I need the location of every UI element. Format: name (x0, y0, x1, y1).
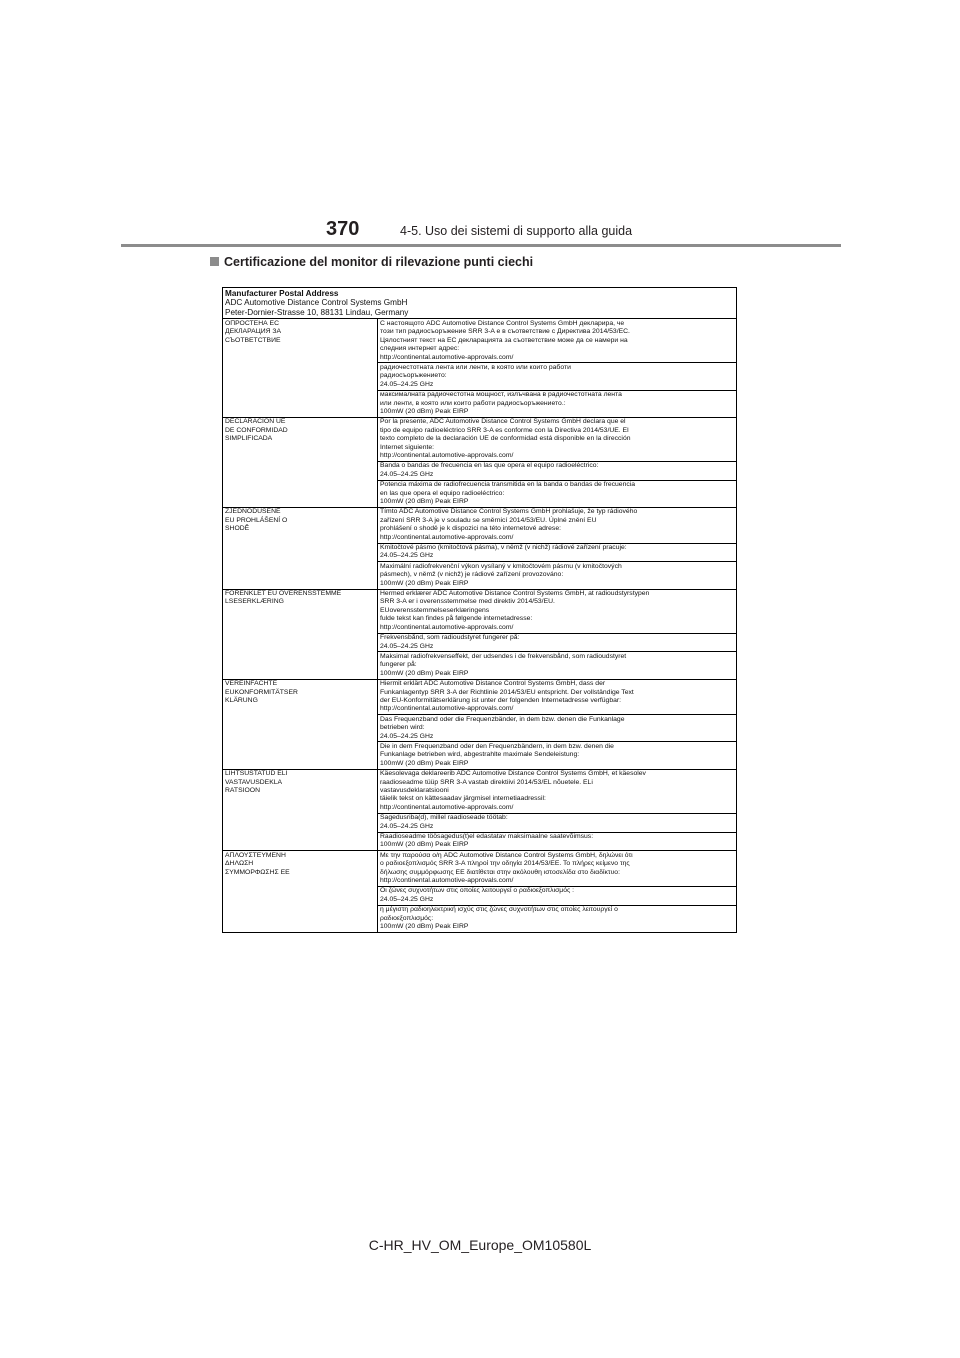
declaration-text-cell (378, 742, 737, 769)
declaration-text: Hermed erklærer ADC Automotive Distance Control Systems GmbH, at radioudstyrstypen SRR 3-A er i overensstemmelse med direktiv 2014/53/EU. EUoverensstemmelseserklæringens fulde tekst kan findes på følgende internetadresse: http://continental.automotive-approvals.com/ (380, 590, 650, 631)
declaration-text: Banda o bandas de frecuencia en las que opera el equipo radioeléctrico: 24.05–24.25 GHz (380, 462, 599, 478)
declaration-text-cell (378, 390, 737, 417)
declaration-text-cell (378, 480, 737, 507)
declaration-text: Sagedusriba(d), millel raadioseade töötab: 24.05–24.25 GHz (380, 814, 508, 830)
manufacturer-label: Manufacturer Postal Address (225, 288, 339, 298)
square-bullet-icon (210, 257, 219, 266)
declaration-language-title (223, 319, 378, 417)
declaration-text-cell (378, 715, 737, 742)
manufacturer-row (223, 288, 737, 319)
declaration-text-cell (378, 319, 737, 363)
declaration-text-cell (378, 905, 737, 932)
page-number: 370 (326, 218, 360, 240)
declaration-text-cell (378, 832, 737, 851)
declaration-language-title (223, 417, 378, 507)
declaration-text: Maximální radiofrekvenční výkon vysílaný v kmitočtovém pásmu (v kmitočtových pásmech), v němž (v nichž) je rádiové zařízení provozováno: 100mW (20 dBm) Peak EIRP (380, 562, 622, 587)
declaration-title-text: VEREINFACHTE EUKONFORMITÄTSER KLÄRUNG (225, 680, 298, 704)
declaration-text: Die in dem Frequenzband oder den Frequenzbändern, in dem bzw. denen die Funkanlage betrieben wird, abgestrahlte maximale Sendeleistung: 100mW (20 dBm) Peak EIRP (380, 742, 614, 767)
declaration-text: С настоящото ADC Automotive Distance Control Systems GmbH декларира, че този тип радиосъоръжение SRR 3-A е в съответствие с Директива 2014/53/ЕС. Цялостният текст на ЕС декларацията за съответствие може да се намери на следния интернет адрес: http://continental.automotive-approvals.com/ (380, 319, 630, 361)
manufacturer-name: ADC Automotive Distance Control Systems GmbH (225, 298, 408, 308)
declaration-title-text: ΑΠΛΟΥΣΤΕΥΜΕΝΗ ΔΗΛΩΣΗ ΣΥΜΜΟΡΦΩΣΗΣ ΕΕ (225, 851, 290, 876)
declaration-text: Kmitočtové pásmo (kmitočtová pásma), v němž (v nichž) rádiové zařízení pracuje: 24.05–24.25 GHz (380, 544, 627, 560)
declaration-text: Maksimal radiofrekvenseffekt, der udsendes i de frekvensbånd, som radioudstyret fungerer på: 100mW (20 dBm) Peak EIRP (380, 652, 627, 677)
declaration-text-cell (378, 633, 737, 652)
declaration-table (222, 287, 737, 933)
declaration-text-cell (378, 679, 737, 715)
declaration-text-cell (378, 589, 737, 633)
declaration-text-cell (378, 652, 737, 679)
declaration-text: максималната радиочестотна мощност, излъчвана в радиочестотната лента или ленти, в която или които работи радиосъоръжението.: 100mW (20 dBm) Peak EIRP (380, 391, 622, 415)
declaration-language-title (223, 589, 378, 679)
declaration-row (223, 507, 737, 543)
declaration-text: Με την παρούσα ο/η ADC Automotive Distance Control Systems GmbH, δηλώνει ότι ο ραδιοεξοπλισμός SRR 3-A πληροί την οδηγία 2014/53/ΕΕ. Το πλήρες κείμενο της δήλωσης συμμόρφωσης ΕΕ διατίθεται στην ακόλουθη ιστοσελίδα στο διαδίκτυο: http://continental.automotive-approvals.com/ (380, 851, 633, 885)
declaration-text-cell (378, 363, 737, 390)
declaration-text-cell (378, 543, 737, 562)
declaration-text: Hiermit erklärt ADC Automotive Distance Control Systems GmbH, dass der Funkanlagentyp SRR 3-A der Richtlinie 2014/53/EU entspricht. Der vollständige Text der EU-Konformitätserklärung ist unter der folgenden Internetadresse verfügbar: http://continental.automotive-approvals.com/ (380, 680, 634, 713)
declaration-text-cell (378, 507, 737, 543)
header-rule (121, 244, 841, 247)
declaration-text-cell (378, 461, 737, 480)
declaration-text: Das Frequenzband oder die Frequenzbänder, in dem bzw. denen die Funkanlage betrieben wird: 24.05–24.25 GHz (380, 715, 625, 740)
declaration-text: Por la presente, ADC Automotive Distance Control Systems GmbH declara que el tipo de equipo radioeléctrico SRR 3-A es conforme con la Directiva 2014/53/UE. El texto completo de la declaración UE de conformidad está disponible en la dirección Internet siguiente: http://continental.automotive-approvals.com/ (380, 418, 631, 459)
declaration-text-cell (378, 769, 737, 813)
section-heading (210, 255, 533, 269)
declaration-language-title (223, 679, 378, 769)
declaration-row (223, 589, 737, 633)
declaration-text-cell (378, 813, 737, 832)
declaration-row (223, 679, 737, 715)
manufacturer-cell (223, 288, 737, 319)
section-heading-text: Certificazione del monitor di rilevazione punti ciechi (224, 255, 534, 269)
declaration-text: Raadioseadme töösagedus(t)el edastatav maksimaalne saatevõimsus: 100mW (20 dBm) Peak EIRP (380, 833, 594, 849)
declaration-table-wrapper (222, 287, 736, 933)
declaration-title-text: FORENKLET EU OVERENSSTEMME LSESERKLÆRING (225, 590, 342, 606)
declaration-table-body (223, 288, 737, 933)
declaration-text-cell (378, 417, 737, 461)
declaration-title-text: ZJEDNODUŠENÉ EU PROHLÁŠENÍ O SHODĚ (225, 508, 288, 533)
declaration-language-title (223, 507, 378, 589)
declaration-row (223, 769, 737, 813)
section-title: 4-5. Uso dei sistemi di supporto alla guida (400, 224, 633, 238)
declaration-title-text: ОПРОСТЕНА ЕС ДЕКЛАРАЦИЯ ЗА СЪОТВЕТСТВИЕ (225, 319, 282, 344)
declaration-text: Οι ζώνες συχνοτήτων στις οποίες λειτουργεί ο ραδιοεξοπλισμός : 24.05–24.25 GHz (380, 887, 575, 903)
declaration-text: Käesolevaga deklareerib ADC Automotive Distance Control Systems GmbH, et käesolev raadioseadme tüüp SRR 3-A vastab direktiivi 2014/53/EL nõuetele. ELi vastavusdeklaratsiooni täielik tekst on kättesaadav järgmisel internetiaadressil: http://continental.automotive-approvals.com/ (380, 770, 646, 811)
declaration-row (223, 851, 737, 887)
declaration-text: η μέγιστη ραδιοηλεκτρική ισχύς στις ζώνες συχνοτήτων στις οποίες λειτουργεί ο ραδιοεξοπλισμός: 100mW (20 dBm) Peak EIRP (380, 906, 618, 931)
manufacturer-address: Peter-Dornier-Strasse 10, 88131 Lindau, Germany (225, 308, 409, 318)
declaration-title-text: DECLARACION UE DE CONFORMIDAD SIMPLIFICADA (225, 418, 288, 443)
document-footer: C-HR_HV_OM_Europe_OM10580L (368, 1237, 592, 1253)
declaration-text: Tímto ADC Automotive Distance Control Systems GmbH prohlašuje, že typ rádiového zařízení SRR 3-A je v souladu se směrnicí 2014/53/EU. Úplné znění EU prohlášení o shodě je k dispozici na této internetové adrese: http://continental.automotive-approvals.com/ (380, 508, 638, 541)
declaration-text-cell (378, 886, 737, 905)
declaration-language-title (223, 851, 378, 933)
declaration-text: Frekvensbånd, som radioudstyret fungerer på: 24.05–24.25 GHz (380, 634, 520, 650)
declaration-text-cell (378, 851, 737, 887)
declaration-text-cell (378, 562, 737, 589)
declaration-text: Potencia máxima de radiofrecuencia transmitida en la banda o bandas de frecuencia en las que opera el equipo radioeléctrico: 100mW (20 dBm) Peak EIRP (380, 481, 636, 506)
declaration-text: радиочестотната лента или ленти, в която или които работи радиосъоръжението: 24.05–24.25 GHz (380, 363, 571, 388)
declaration-row (223, 319, 737, 363)
declaration-row (223, 417, 737, 461)
declaration-language-title (223, 769, 378, 851)
declaration-title-text: LIHTSUSTATUD ELI VASTAVUSDEKLA RATSIOON (225, 770, 288, 795)
